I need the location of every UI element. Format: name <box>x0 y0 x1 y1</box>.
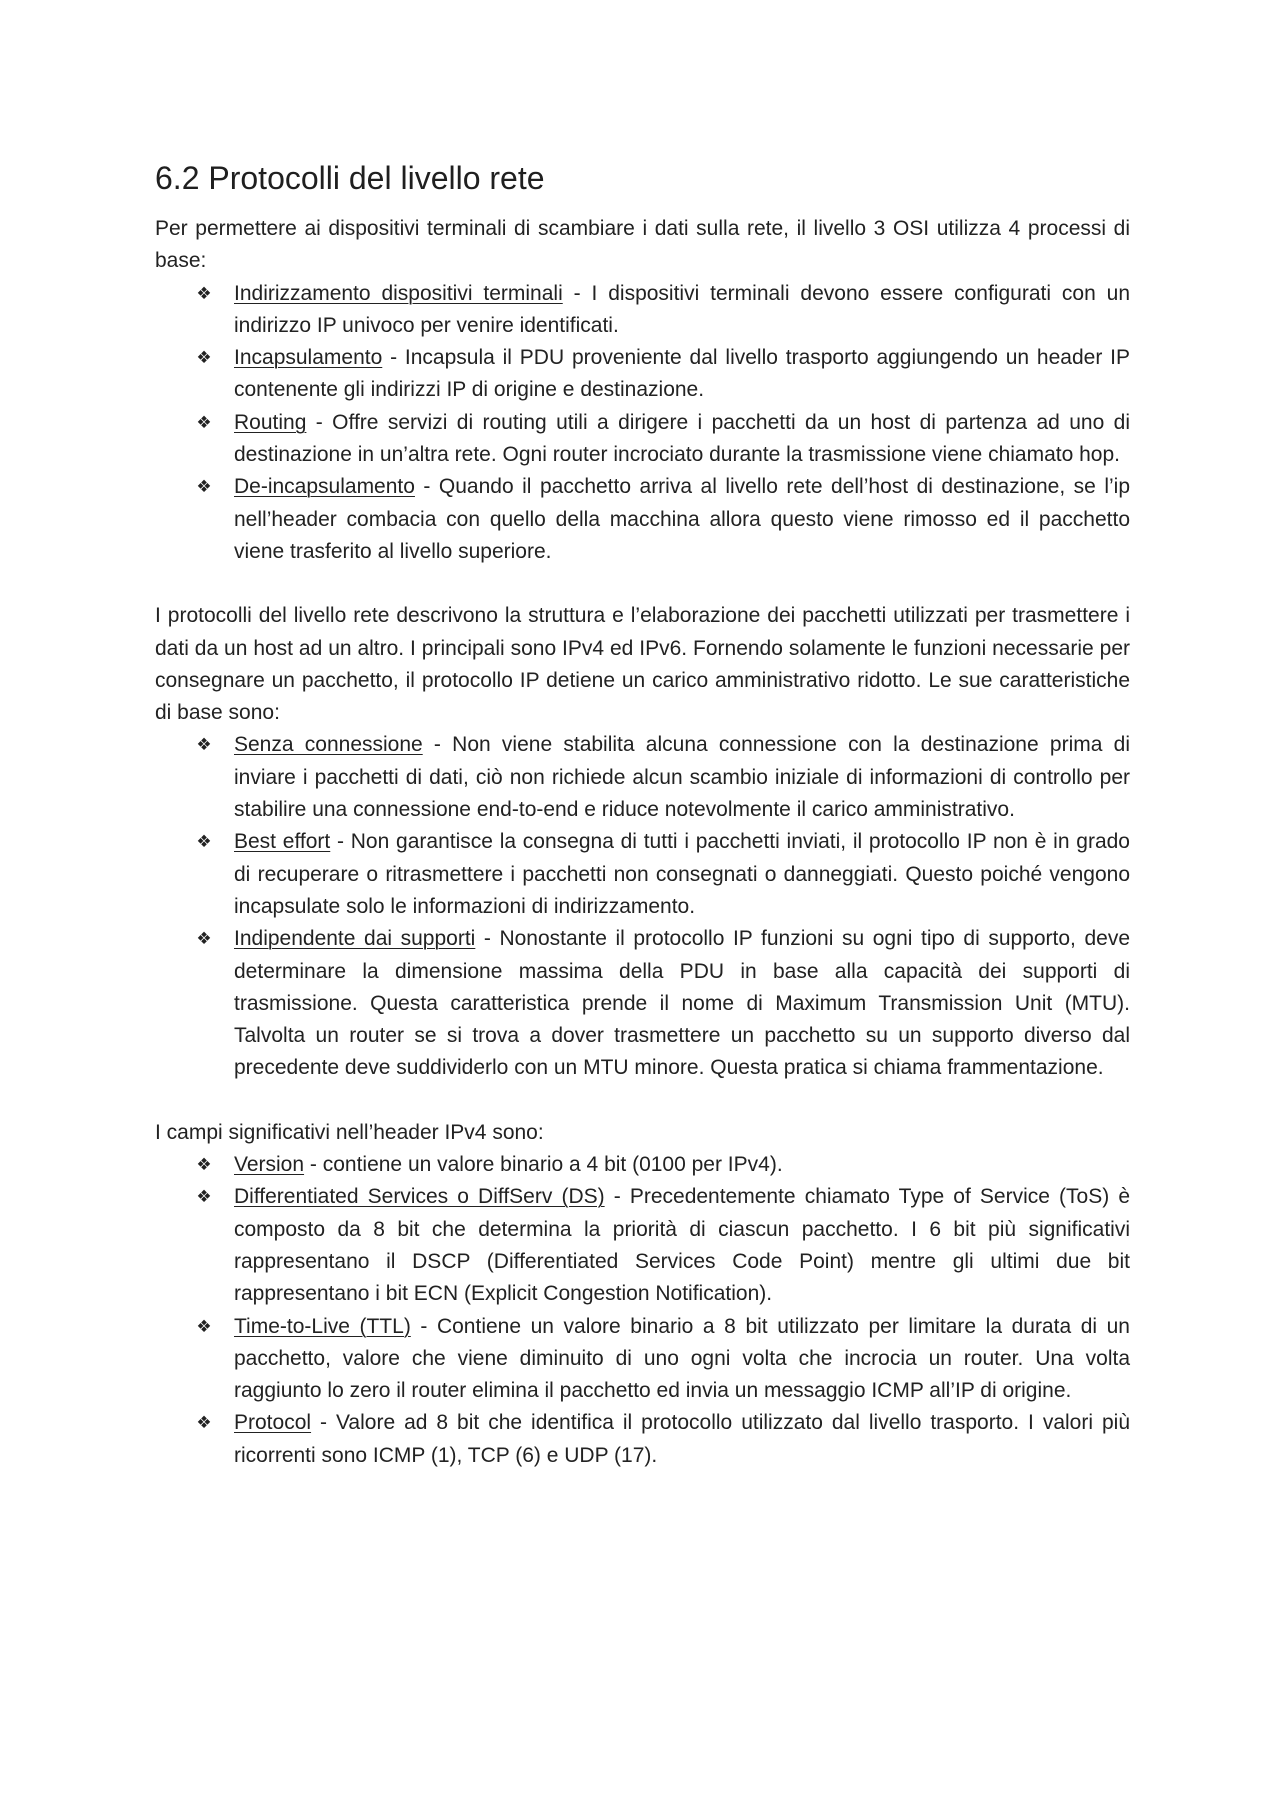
list-item <box>155 471 1130 568</box>
paragraph-spacer <box>155 568 1130 600</box>
list-item <box>155 826 1130 923</box>
list-item-term: De-incapsulamento <box>234 475 415 499</box>
list-item <box>155 729 1130 826</box>
list-item <box>155 1311 1130 1408</box>
list-item-text: - Precedentemente chiamato Type of Service (ToS) è composto da 8 bit che determina la priorità di ciascun pacchetto. I 6 bit più significativi rappresentano il DSCP (Differentiated Services Code Point) mentre gli ultimi due bit rappresentano i bit ECN (Explicit Congestion Notification). <box>234 1185 1130 1306</box>
list-item-term: Differentiated Services o DiffServ (DS) <box>234 1185 605 1209</box>
fields-paragraph: I campi significativi nell’header IPv4 sono: <box>155 1120 544 1144</box>
list-item <box>155 342 1130 407</box>
four-diamond-bullet-icon: ❖ <box>196 1413 212 1433</box>
list-item-text: - Non garantisce la consegna di tutti i pacchetti inviati, il protocollo IP non è in grado di recuperare o ritrasmettere i pacchetti non consegnati o danneggiati. Questo poiché vengono incapsulate solo le informazioni di indirizzamento. <box>234 830 1130 918</box>
protocols-paragraph: I protocolli del livello rete descrivono la struttura e l’elaborazione dei pacchetti utilizzati per trasmettere i dati da un host ad un altro. I principali sono IPv4 ed IPv6. Fornendo solamente le funzioni necessarie per consegnare un pacchetto, il protocollo IP detiene un carico amministrativo ridotto. Le sue caratteristiche di base sono: <box>155 604 1130 725</box>
list-item-term: Indirizzamento dispositivi terminali <box>234 281 563 305</box>
four-diamond-bullet-icon: ❖ <box>196 477 212 497</box>
list-item-text: - Valore ad 8 bit che identifica il protocollo utilizzato dal livello trasporto. I valori più ricorrenti sono ICMP (1), TCP (6) e UDP (17). <box>234 1411 1130 1467</box>
four-diamond-bullet-icon: ❖ <box>196 735 212 755</box>
list-item-text: - Nonostante il protocollo IP funzioni su ogni tipo di supporto, deve determinare la dimensione massima della PDU in base alla capacità dei supporti di trasmissione. Questa caratteristica prende il nome di Maximum Transmission Unit (MTU). Talvolta un router se si trova a dover trasmettere un pacchetto su un supporto diverso dal precedente deve suddividerlo con un MTU minore. Questa pratica si chiama frammentazione. <box>234 927 1130 1080</box>
list-item-term: Indipendente dai supporti <box>234 927 476 951</box>
list-item-text: - Incapsula il PDU proveniente dal livello trasporto aggiungendo un header IP contenente gli indirizzi IP di origine e destinazione. <box>234 346 1130 402</box>
list-item-text: - Non viene stabilita alcuna connessione con la destinazione prima di inviare i pacchetti di dati, ciò non richiede alcun scambio iniziale di informazioni di controllo per stabilire una connessione end-to-end e riduce notevolmente il carico amministrativo. <box>234 733 1130 822</box>
list-item-text: - I dispositivi terminali devono essere configurati con un indirizzo IP univoco per venire identificati. <box>234 281 1130 337</box>
list-item-term: Senza connessione <box>234 733 423 757</box>
list-item <box>155 923 1130 1084</box>
intro-paragraph: Per permettere ai dispositivi terminali di scambiare i dati sulla rete, il livello 3 OSI utilizza 4 processi di base: <box>155 217 1130 273</box>
characteristics-list <box>155 729 1130 1084</box>
list-item-term: Best effort <box>234 830 331 854</box>
processes-list <box>155 278 1130 569</box>
paragraph-spacer <box>155 1085 1130 1117</box>
list-item-text: - Offre servizi di routing utili a dirigere i pacchetti da un host di partenza ad uno di destinazione in un’altra rete. Ogni router incrociato durante la trasmissione viene chiamato hop. <box>234 410 1130 467</box>
four-diamond-bullet-icon: ❖ <box>196 832 212 852</box>
four-diamond-bullet-icon: ❖ <box>196 283 212 303</box>
four-diamond-bullet-icon: ❖ <box>196 1187 212 1207</box>
list-item-text: - Contiene un valore binario a 8 bit utilizzato per limitare la durata di un pacchetto, valore che viene diminuito di uno ogni volta che incrocia un router. Una volta raggiunto lo zero il router elimina il pacchetto ed invia un messaggio ICMP all’IP di origine. <box>234 1314 1130 1403</box>
four-diamond-bullet-icon: ❖ <box>196 412 212 432</box>
section-heading: 6.2 Protocolli del livello rete <box>155 160 545 196</box>
list-item-term: Routing <box>234 410 307 434</box>
list-item-term: Version <box>234 1153 305 1177</box>
four-diamond-bullet-icon: ❖ <box>196 348 212 368</box>
list-item-text: - contiene un valore binario a 4 bit (0100 per IPv4). <box>304 1153 783 1177</box>
list-item-term: Incapsulamento <box>234 346 383 370</box>
list-item-term: Protocol <box>234 1411 312 1435</box>
four-diamond-bullet-icon: ❖ <box>196 1155 212 1175</box>
four-diamond-bullet-icon: ❖ <box>196 1316 212 1336</box>
document-page <box>155 150 1130 1472</box>
list-item <box>155 407 1130 472</box>
list-item-text: - Quando il pacchetto arriva al livello rete dell’host di destinazione, se l’ip nell’header combacia con quello della macchina allora questo viene rimosso ed il pacchetto viene trasferito al livello superiore. <box>234 475 1130 563</box>
list-item <box>155 1181 1130 1310</box>
list-item <box>155 1149 1130 1181</box>
list-item <box>155 1407 1130 1472</box>
fields-list <box>155 1149 1130 1472</box>
four-diamond-bullet-icon: ❖ <box>196 929 212 949</box>
list-item <box>155 278 1130 343</box>
list-item-term: Time-to-Live (TTL) <box>234 1314 411 1338</box>
